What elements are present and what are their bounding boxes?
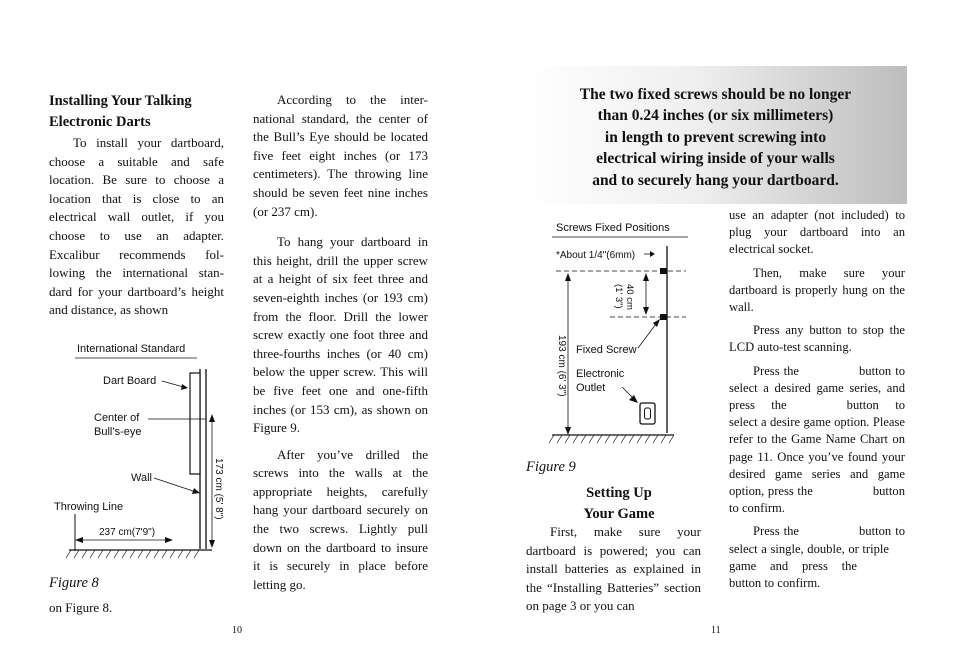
outlet-label-1: Electronic bbox=[576, 368, 625, 380]
paragraph: According to the inter-national standard, the center of the Bull’s Eye should be located five feet eight inches (or 173 centimeters). The throwing line should be seven feet nine inches (or 237 cm). bbox=[253, 92, 428, 219]
figure8-title: International Standard bbox=[77, 343, 186, 355]
section-heading-installing bbox=[49, 91, 229, 133]
paragraph: use an adapter (not included) to plug your dartboard into an electrical socket. bbox=[729, 208, 905, 257]
figure8-height-label: 173 cm (5' 8") bbox=[213, 458, 224, 520]
page-number-left: 10 bbox=[232, 625, 242, 636]
left-col1-paragraph: To install your dartboard, choose a suitable and safe location. Be sure to choose a location that is close to an electrical wall outlet, if you choose to use an adapter. Excalibur recommends fol-lowing the international stan-dard for your dartboard’s height and distance, as shown bbox=[49, 135, 224, 318]
right-col1-paragraph: First, make sure your dartboard is powered; you can install batteries as explained in the “Installing Batteries” section on page 3 or you can bbox=[526, 524, 701, 614]
center-bullseye-label-2: Bull’s-eye bbox=[94, 426, 142, 438]
callout-line: The two fixed screws should be no longer bbox=[579, 85, 852, 103]
paragraph: Then, make sure your dartboard is properly hung on the wall. bbox=[729, 265, 905, 315]
heading-line: Setting Up bbox=[586, 485, 652, 501]
heading-line: Your Game bbox=[583, 506, 655, 522]
warning-callout-box bbox=[524, 66, 907, 204]
paragraph: Press the button to select a single, double, or triplegame and press thebutton to confirm. bbox=[729, 524, 905, 591]
figure8-distance-label: 237 cm(7'9") bbox=[99, 527, 156, 538]
screw-length-label: *About 1/4"(6mm) bbox=[556, 250, 636, 261]
paragraph: To hang your dartboard in this height, drill the upper screw at a height of six feet three and seven-eighth inches (or 193 cm) from the floor. Drill the lower screw exactly one foot three and three-fourths inches (or 40 cm) below the upper screw. This will be five feet one and one-fifth inches (or 153 cm), as shown on Figure 9. bbox=[253, 234, 428, 436]
paragraph: After you’ve drilled the screws into the walls at the appropriate heights, carefully hang your dartboard securely on the two screws. Lightly pull down on the dartboard to insure it is securely in place before letting go. bbox=[253, 446, 428, 592]
paragraph: Press any button to stop the LCD auto-test scanning. bbox=[729, 323, 905, 355]
lower-screw-shape bbox=[660, 314, 667, 320]
outlet-label-2: Outlet bbox=[576, 382, 606, 394]
callout-line: in length to prevent screwing into bbox=[604, 128, 827, 146]
upper-screw-shape bbox=[660, 268, 667, 274]
left-col2-text bbox=[253, 91, 428, 594]
dart-board-label: Dart Board bbox=[103, 375, 157, 387]
gap-label-2: (1' 3") bbox=[613, 284, 624, 309]
figure9-title: Screws Fixed Positions bbox=[556, 222, 670, 234]
throwing-line-label: Throwing Line bbox=[54, 501, 124, 513]
dartboard-shape bbox=[190, 373, 200, 474]
wall-label: Wall bbox=[131, 472, 152, 484]
callout-line: and to securely hang your dartboard. bbox=[592, 171, 839, 189]
figure8-caption: Figure 8 bbox=[49, 575, 99, 591]
left-col1-after-figure: on Figure 8. bbox=[49, 600, 113, 615]
heading-line: Installing Your Talking bbox=[49, 93, 192, 109]
heading-line: Electronic Darts bbox=[49, 114, 151, 130]
callout-line: electrical wiring inside of your walls bbox=[596, 150, 835, 168]
callout-line: than 0.24 inches (or six millimeters) bbox=[597, 107, 834, 125]
page-number-right: 11 bbox=[711, 625, 721, 636]
section-heading-setting-up bbox=[526, 483, 712, 525]
fixed-screw-label: Fixed Screw bbox=[576, 344, 637, 356]
figure8-diagram bbox=[49, 336, 249, 564]
right-col2-text bbox=[729, 207, 905, 592]
figure9-diagram bbox=[526, 213, 726, 453]
figure9-height-label: 193 cm (6' 3") bbox=[556, 335, 567, 397]
electric-outlet-shape bbox=[640, 403, 655, 424]
center-bullseye-label-1: Center of bbox=[94, 412, 140, 424]
gap-label-1: 40 cm bbox=[624, 284, 635, 310]
figure9-caption: Figure 9 bbox=[526, 459, 576, 475]
paragraph: Press the button to select a desired game series, and press the button to select a desire game option. Please refer to the Game Name Chart on page 11. Once you’ve found your desired game series and game option, press the button to confirm. bbox=[729, 363, 905, 516]
